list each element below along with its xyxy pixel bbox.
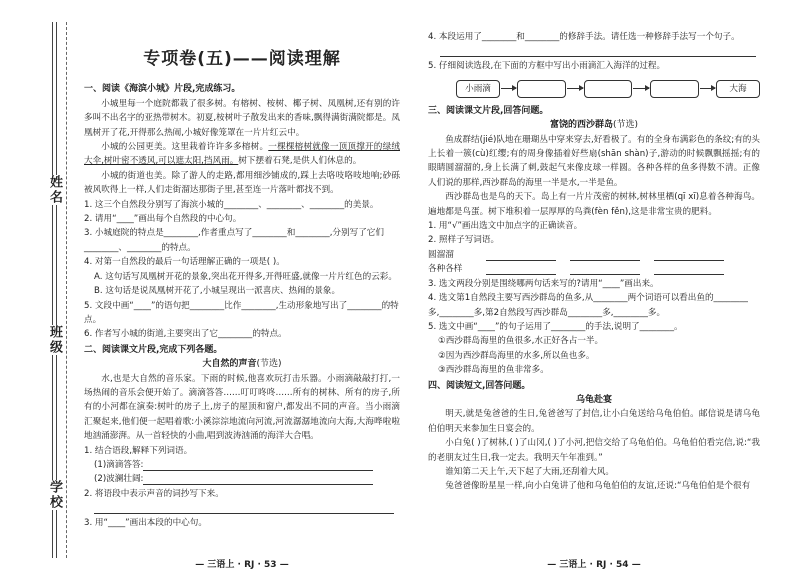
flow-empty-box[interactable]	[584, 80, 633, 98]
binding-line	[52, 22, 53, 558]
question: 4. 对第一自然段的最后一句话理解正确的一项是( )。	[84, 257, 285, 268]
question: 3. 选文两段分别是围绕哪两句话来写的?请用“____”画出来。	[428, 278, 659, 289]
passage-paragraph: 明天,就是兔爸爸的生日,兔爸爸写了封信,让小白兔送给乌龟伯伯。邮信说是请乌龟伯伯明天来参加生日宴会的。	[428, 409, 760, 434]
flow-end-box: 大海	[716, 80, 760, 98]
answer-blank[interactable]	[486, 264, 556, 275]
section-heading: 二、阅读课文片段,完成下列各题。	[84, 344, 223, 355]
page-footer: — 三语上 · RJ · 53 —	[195, 560, 289, 570]
question: 6. 作者写小城的街道,主要突出了它________的特点。	[84, 329, 287, 340]
question: 4. 选文第1自然段主要写西沙群岛的鱼多,从________两个词语可以看出鱼的________多,________多,第2自然段写西沙群岛________多,________多。	[428, 293, 748, 318]
binding-line	[56, 22, 57, 558]
passage-title: 大自然的声音(节选)	[202, 359, 282, 370]
answer-row: 圆溜溜	[428, 248, 760, 262]
answer-blank[interactable]	[654, 264, 724, 275]
question: 5. 文段中画“____”的语句把________比作________,生动形象地写出了________的特点。	[84, 300, 399, 325]
passage-paragraph: 水,也是大自然的音乐家。下雨的时候,他喜欢玩打击乐器。小雨滴敲敲打打,一场热闹的音乐会便开始了。滴滴答答……叮叮咚咚……所有的树林、所有的房子,所有的小河都在演奏:树叶的房子上,房子的屋顶和窗户,都发出不同的声音。当小雨滴汇聚起来,他们便一起唱着歌:小溪淙淙地流向河流,河流潺潺地流向大海,大海哗啦啦地汹涌澎湃。从一首轻快的小曲,唱到波涛汹涌的海洋大合唱。	[84, 373, 400, 442]
binding-strip	[0, 0, 70, 580]
passage-paragraph: 兔爸爸像盼星星一样,向小白兔讲了他和乌龟伯伯的友谊,还说:“乌龟伯伯是个很有	[445, 481, 751, 492]
school-label: 学校	[47, 480, 62, 510]
process-flow	[456, 80, 760, 98]
option: ③西沙群岛海里的鱼非常多。	[438, 365, 549, 376]
flow-empty-box[interactable]	[517, 80, 566, 98]
page-footer: — 三语上 · RJ · 54 —	[547, 560, 641, 570]
flow-empty-box[interactable]	[650, 80, 699, 98]
question: 4. 本段运用了________和________的修辞手法。请任选一种修辞手法写一个句子。	[428, 32, 740, 42]
arrow-icon	[501, 88, 516, 89]
passage-title: 乌龟赴宴	[575, 394, 612, 405]
question: 2. 照样子写词语。	[428, 235, 500, 246]
question: 3. 用“____”画出本段的中心句。	[84, 518, 207, 529]
answer-row: (1)滴滴答答:	[84, 458, 400, 472]
passage-paragraph: 小城的街道也美。除了游人的走路,都用细沙铺成的,踩上去咯吱咯吱地响;砂砾被风吹得上一样,人们走街溜达那街子里,甚至连一片落叶都找不到。	[84, 170, 400, 196]
left-page	[84, 30, 400, 531]
question: 1. 这三个自然段分别写了海滨小城的________、________、________的美景。	[84, 199, 379, 210]
question: 1. 用“√”画出选文中加点字的正确读音。	[428, 221, 583, 232]
passage-paragraph: 小城的公园更美。这里栽着许许多多榕树。一棵棵榕树就像一顶顶撑开的绿绒大伞,树叶密不透风,可以遮太阳,挡风雨。树下摆着石凳,是供人们休息的。	[84, 142, 400, 167]
question: 5. 选文中画“____”的句子运用了________的手法,说明了________。	[428, 321, 683, 332]
class-label: 班级	[47, 325, 62, 355]
arrow-icon	[567, 88, 582, 89]
passage-paragraph: 鱼成群结(jié)队地在珊瑚丛中穿来穿去,好看极了。有的全身布满彩色的条纹;有的头上长着一簇(cù)红缨;有的周身像插着好些扇(shān shàn)子,游动的时候飘飘摇摇;有的眼睛圆溜溜的,身上长满了刺,鼓起气来像皮球一样圆。各种各样的鱼多得数不清。正像人们说的那样,西沙群岛的海里一半是水,一半是鱼。	[428, 134, 760, 188]
cut-line	[66, 22, 67, 558]
answer-blank[interactable]	[143, 460, 373, 471]
answer-blank[interactable]	[570, 264, 640, 275]
answer-blank[interactable]	[654, 250, 724, 261]
question: 3. 小城庭院的特点是________,作者重点写了________和________,分别写了它们________、________的特点。	[84, 228, 384, 253]
section-heading: 一、阅读《海滨小城》片段,完成练习。	[84, 84, 241, 95]
option: ②因为西沙群岛海里的水多,所以鱼也多。	[438, 350, 595, 361]
question: 2. 请用“____”画出每个自然段的中心句。	[84, 214, 242, 225]
answer-row: (2)波澜壮阔:	[84, 472, 400, 486]
option: ①西沙群岛海里的鱼很多,水正好各占一半。	[438, 336, 604, 347]
name-label: 姓名	[47, 175, 62, 205]
question: 2. 将语段中表示声音的词抄写下来。	[84, 488, 224, 499]
section-heading: 四、阅读短文,回答问题。	[428, 380, 531, 391]
right-page	[428, 30, 760, 494]
option: A. 这句话写凤凰树开花的景象,突出花开得多,开得旺盛,就像一片片红色的云彩。	[94, 271, 397, 282]
arrow-icon	[700, 88, 715, 89]
answer-line[interactable]	[440, 44, 756, 57]
option: B. 这句话是说凤凰树开花了,小城呈现出一派喜庆、热闹的景象。	[94, 286, 341, 297]
answer-line[interactable]	[94, 501, 394, 514]
passage-paragraph: 小白兔( )了树林,( )了山冈,( )了小河,把信交给了乌龟伯伯。乌龟伯伯看完信,说:“我的老朋友过生日,我一定去。我明天午年准到。”	[428, 438, 760, 463]
passage-title: 富饶的西沙群岛(节选)	[549, 120, 639, 131]
passage-paragraph: 西沙群岛也是鸟的天下。岛上有一片片茂密的树林,树林里栖(qī xī)息着各种海鸟。遍地都是鸟蛋。树下堆积着一层厚厚的鸟粪(fèn fěn),这是非常宝贵的肥料。	[428, 192, 760, 217]
question: 5. 仔细阅读选段,在下面的方框中写出小雨滴汇入海洋的过程。	[428, 61, 666, 72]
answer-blank[interactable]	[143, 474, 373, 485]
answer-row: 各种各样	[428, 262, 760, 276]
flow-start-box: 小雨滴	[456, 80, 500, 98]
arrow-icon	[633, 88, 648, 89]
passage-paragraph: 谁知第二天上午,天下起了大雨,还刮着大风。	[445, 466, 614, 477]
section-heading: 三、阅读课文片段,回答问题。	[428, 105, 549, 116]
question: 1. 结合语段,解释下列词语。	[84, 445, 193, 456]
page-title: 专项卷(五)——阅读理解	[143, 49, 341, 69]
passage-paragraph: 小城里每一个庭院都栽了很多树。有榕树、桉树、椰子树、凤凰树,还有别的许多叫不出名字的亚热带树木。初夏,桉树叶子散发出来的香味,飘得满街满院都是。凤凰树开了花,开得那么热闹,小城好像笼罩在一片片红云中。	[84, 98, 400, 138]
answer-blank[interactable]	[486, 250, 556, 261]
answer-blank[interactable]	[570, 250, 640, 261]
